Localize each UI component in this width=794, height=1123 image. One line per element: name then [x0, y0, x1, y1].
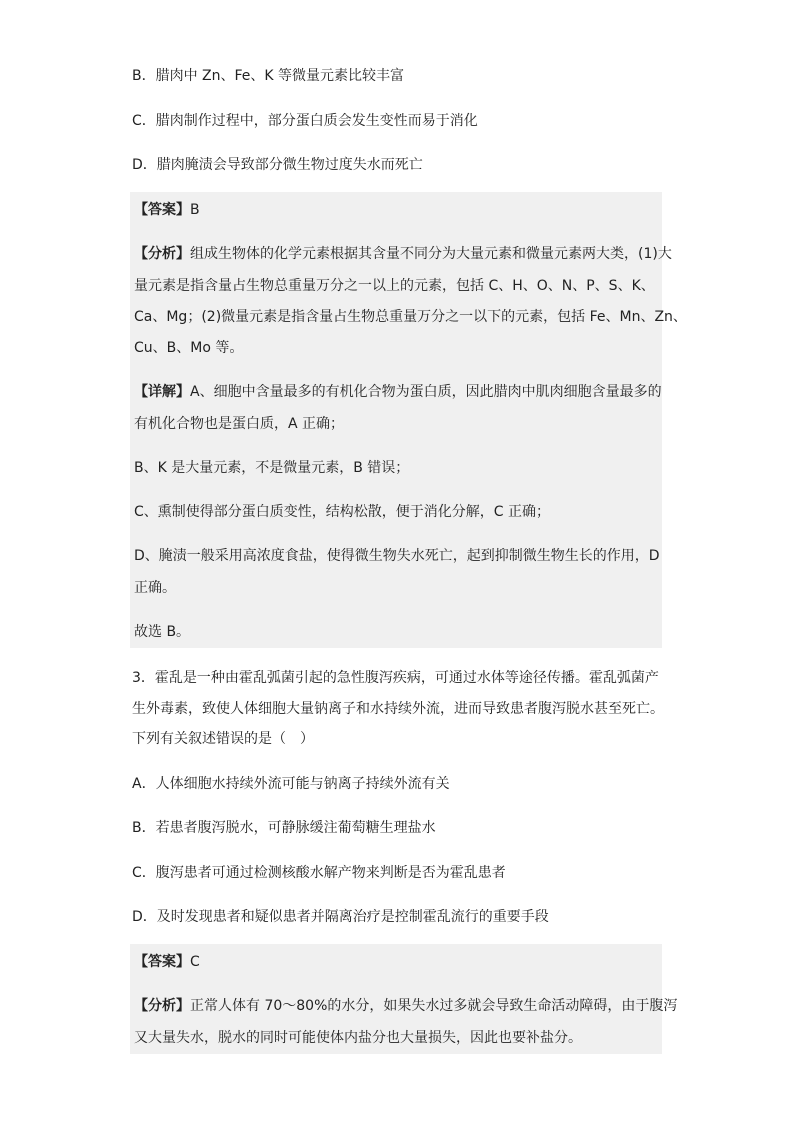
analysis-tag: 【分析】: [134, 246, 190, 262]
q2-option-b: B．腊肉中 Zn、Fe、K 等微量元素比较丰富: [132, 68, 405, 84]
q3-option-c: C．腹泻患者可通过检测核酸水解产物来判断是否为霍乱患者: [132, 865, 506, 881]
answer-tag: 【答案】: [134, 954, 190, 970]
answer-value: C: [190, 954, 200, 970]
q2-detail-b: B、K 是大量元素，不是微量元素，B 错误；: [134, 460, 410, 476]
analysis-text: 组成生物体的化学元素根据其含量不同分为大量元素和微量元素两大类，(1)大: [190, 246, 672, 262]
q2-detail-line: D、腌渍一般采用高浓度食盐，使得微生物失水死亡，起到抑制微生物生长的作用，D: [134, 548, 660, 564]
answer-value: B: [190, 202, 200, 218]
q2-detail-line: [134, 382, 662, 402]
answer-tag: 【答案】: [134, 202, 190, 218]
q3-solution-block: [130, 944, 678, 1054]
q3-option-d: D．及时发现患者和疑似患者并隔离治疗是控制霍乱流行的重要手段: [132, 909, 549, 925]
q2-analysis-line: [134, 244, 672, 264]
q2-analysis-line: Cu、B、Mo 等。: [134, 340, 244, 356]
q3-option-a: A．人体细胞水持续外流可能与钠离子持续外流有关: [132, 776, 450, 792]
q2-option-d: D．腊肉腌渍会导致部分微生物过度失水而死亡: [132, 157, 423, 173]
q3-analysis-line: 又大量失水，脱水的同时可能使体内盐分也大量损失，因此也要补盐分。: [134, 1030, 582, 1046]
q3-stem-line: 下列有关叙述错误的是（ ）: [132, 731, 314, 747]
q2-analysis-line: Ca、Mg；(2)微量元素是指含量占生物总重量万分之一以下的元素，包括 Fe、Mn、Zn、: [134, 309, 687, 325]
q3-answer: [134, 952, 200, 972]
analysis-text: 正常人体有 70～80%的水分，如果失水过多就会导致生命活动障碍，由于腹泻: [190, 998, 678, 1014]
q2-option-c: C．腊肉制作过程中，部分蛋白质会发生变性而易于消化: [132, 113, 478, 129]
analysis-tag: 【分析】: [134, 998, 190, 1014]
q2-conclusion: 故选 B。: [134, 624, 191, 640]
q2-detail-line: 有机化合物也是蛋白质，A 正确；: [134, 416, 345, 432]
q3-stem-line: 3．霍乱是一种由霍乱弧菌引起的急性腹泻疾病，可通过水体等途径传播。霍乱弧菌产: [132, 670, 659, 686]
q3-analysis-line: [134, 996, 677, 1016]
detail-tag: 【详解】: [134, 384, 190, 400]
q2-solution-block: [130, 192, 687, 648]
q2-answer: [134, 200, 200, 220]
q3-stem-line: 生外毒素，致使人体细胞大量钠离子和水持续外流，进而导致患者腹泻脱水甚至死亡。: [132, 701, 664, 717]
detail-text: A、细胞中含量最多的有机化合物为蛋白质，因此腊肉中肌肉细胞含量最多的: [190, 384, 662, 400]
q2-detail-c: C、熏制使得部分蛋白质变性，结构松散，便于消化分解，C 正确；: [134, 504, 550, 520]
q2-detail-line: 正确。: [134, 580, 176, 596]
q3-option-b: B．若患者腹泻脱水，可静脉缓注葡萄糖生理盐水: [132, 820, 436, 836]
q2-analysis-line: 量元素是指含量占生物总重量万分之一以上的元素，包括 C、H、O、N、P、S、K、: [134, 278, 655, 294]
